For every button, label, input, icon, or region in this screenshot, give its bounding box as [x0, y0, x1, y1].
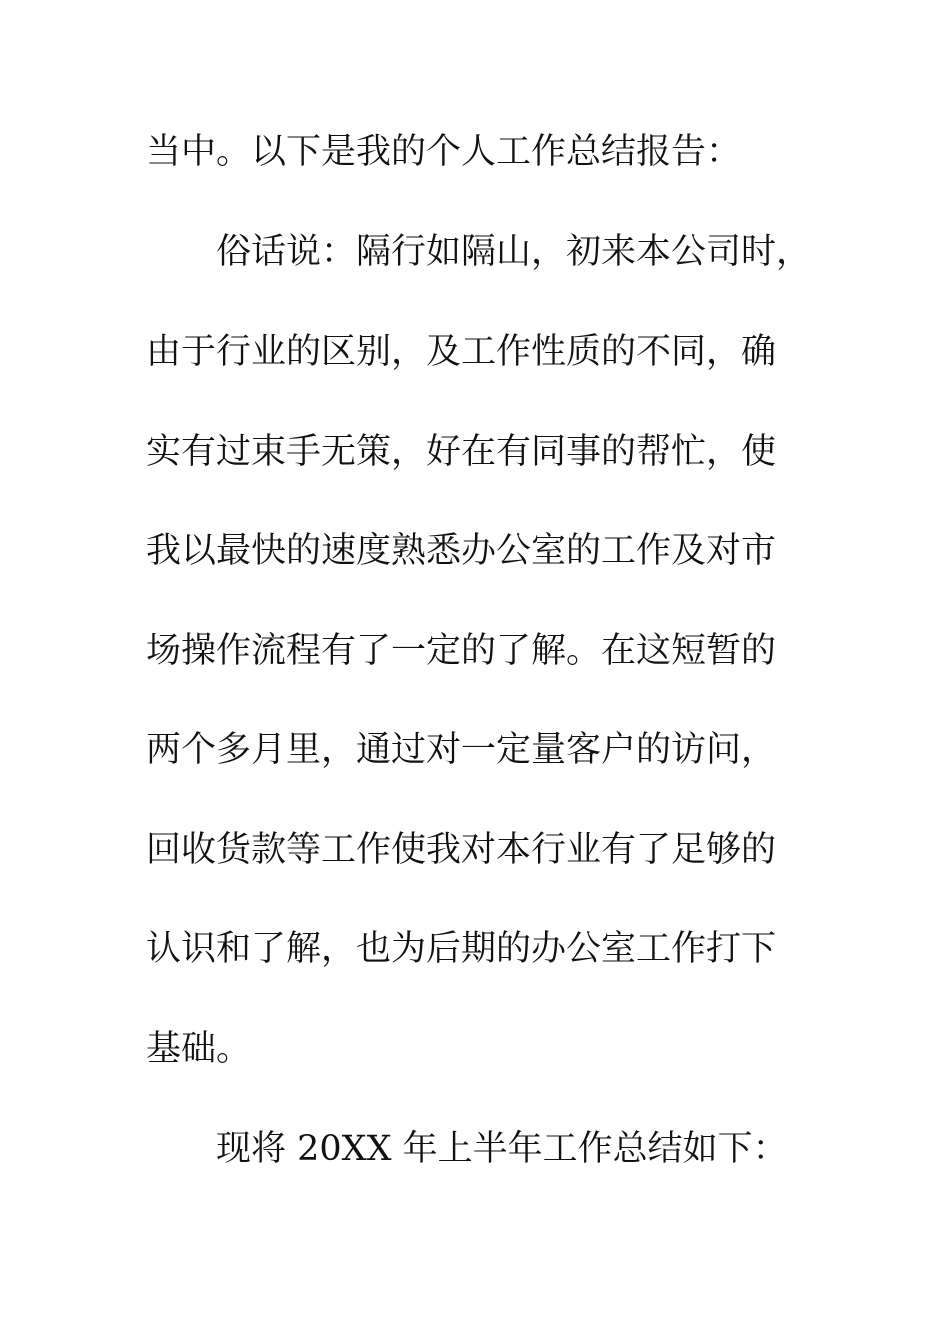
- paragraph-line: 现将 20XX 年上半年工作总结如下：: [216, 1129, 788, 1169]
- paragraph-line: 基础。: [146, 1029, 252, 1069]
- paragraph-line: 回收货款等工作使我对本行业有了足够的: [146, 830, 777, 870]
- paragraph-line: 当中。以下是我的个人工作总结报告：: [146, 132, 742, 172]
- paragraph-line: 场操作流程有了一定的了解。在这短暂的: [146, 631, 777, 671]
- paragraph-line: 由于行业的区别，及工作性质的不同，确: [146, 332, 777, 372]
- paragraph-line: 俗话说：隔行如隔山，初来本公司时，: [216, 232, 812, 272]
- paragraph-line: 实有过束手无策，好在有同事的帮忙，使: [146, 432, 777, 472]
- paragraph-line: 我以最快的速度熟悉办公室的工作及对市: [146, 531, 777, 571]
- paragraph-line: 两个多月里，通过对一定量客户的访问，: [146, 730, 777, 770]
- paragraph-line: 认识和了解，也为后期的办公室工作打下: [146, 929, 777, 969]
